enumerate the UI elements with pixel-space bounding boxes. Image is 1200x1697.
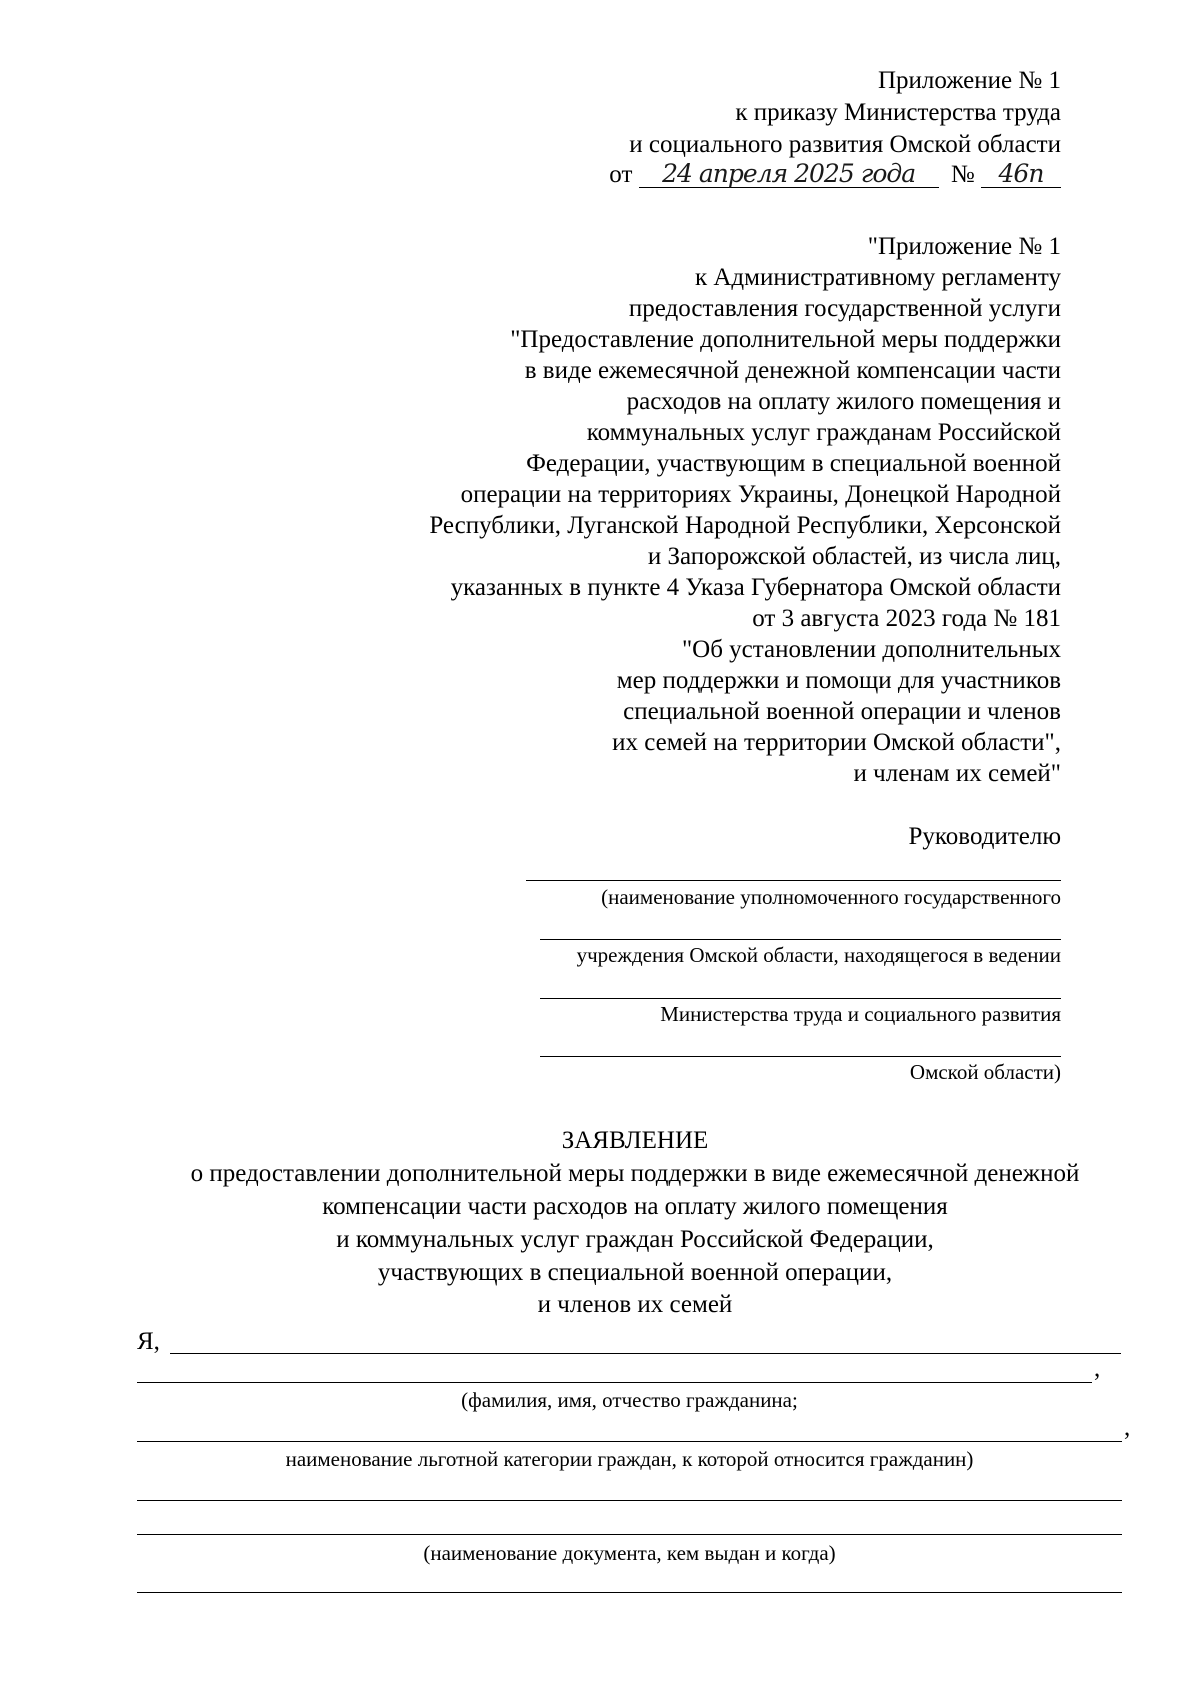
addressee-hint: Министерства труда и социального развития <box>660 1002 1061 1026</box>
line-comma: , <box>1124 1414 1131 1441</box>
reglament-line: коммунальных услуг гражданам Российской <box>586 419 1061 446</box>
date-prefix: от <box>609 161 633 188</box>
reglament-line: их семей на территории Омской области", <box>612 729 1061 756</box>
order-annex-line: к приказу Министерства труда <box>735 99 1061 126</box>
order-annex-line: Приложение № 1 <box>877 67 1061 94</box>
reglament-line: Федерации, участвующим в специальной военной <box>526 450 1061 477</box>
statement-subtitle-line: участвующих в специальной военной операции, <box>377 1259 893 1286</box>
statement-subtitle-line: и коммунальных услуг граждан Российской Федерации, <box>336 1226 934 1253</box>
reglament-line: мер поддержки и помощи для участников <box>616 667 1061 694</box>
reglament-line: предоставления государственной услуги <box>628 295 1061 322</box>
reglament-line: "Предоставление дополнительной меры поддержки <box>510 326 1061 353</box>
addressee-blank-line <box>540 939 1061 940</box>
order-annex-line: и социального развития Омской области <box>629 131 1061 158</box>
hint-category: наименование льготной категории граждан, к которой относится гражданин) <box>285 1447 974 1471</box>
applicant-name-line <box>170 1353 1121 1354</box>
reglament-line: от 3 августа 2023 года № 181 <box>752 605 1061 632</box>
applicant-name-line-2 <box>137 1382 1092 1383</box>
addressee-title: Руководителю <box>908 823 1061 850</box>
reglament-line: операции на территориях Украины, Донецкой Народной <box>460 481 1061 508</box>
hint-document: (наименование документа, кем выдан и когда) <box>423 1541 836 1565</box>
addressee-blank-line <box>540 1056 1061 1057</box>
reglament-line: к Административному регламенту <box>694 264 1061 291</box>
line-comma: , <box>1094 1355 1101 1382</box>
handwritten-number: 46п <box>981 161 1061 188</box>
reglament-line: "Об установлении дополнительных <box>681 636 1061 663</box>
document-line <box>137 1534 1122 1535</box>
reglament-line: в виде ежемесячной денежной компенсации части <box>524 357 1061 384</box>
reglament-line: указанных в пункте 4 Указа Губернатора Омской области <box>450 574 1061 601</box>
addressee-hint: учреждения Омской области, находящегося в ведении <box>576 943 1061 967</box>
category-line <box>137 1441 1122 1442</box>
statement-subtitle-line: о предоставлении дополнительной меры поддержки в виде ежемесячной денежной <box>190 1160 1080 1187</box>
reglament-line: и членам их семей" <box>853 760 1061 787</box>
number-prefix: № <box>950 161 975 188</box>
reglament-line: "Приложение № 1 <box>867 233 1061 260</box>
hint-fio: (фамилия, имя, отчество гражданина; <box>461 1388 798 1412</box>
statement-subtitle-line: компенсации части расходов на оплату жилого помещения <box>322 1193 948 1220</box>
document-line <box>137 1500 1122 1501</box>
handwritten-date: 24 апреля 2025 года <box>639 161 939 188</box>
document-line <box>137 1592 1122 1593</box>
reglament-line: и Запорожской областей, из числа лиц, <box>647 543 1061 570</box>
statement-subtitle-line: и членов их семей <box>537 1291 733 1318</box>
ya-label: Я, <box>137 1328 160 1355</box>
statement-title: ЗАЯВЛЕНИЕ <box>561 1127 709 1154</box>
reglament-line: специальной военной операции и членов <box>623 698 1061 725</box>
addressee-hint: Омской области) <box>909 1060 1061 1084</box>
addressee-hint: (наименование уполномоченного государственного <box>601 885 1061 909</box>
addressee-blank-line <box>526 880 1061 881</box>
order-date-number <box>609 160 1061 190</box>
addressee-blank-line <box>540 998 1061 999</box>
reglament-line: Республики, Луганской Народной Республики, Херсонской <box>429 512 1061 539</box>
reglament-line: расходов на оплату жилого помещения и <box>626 388 1061 415</box>
